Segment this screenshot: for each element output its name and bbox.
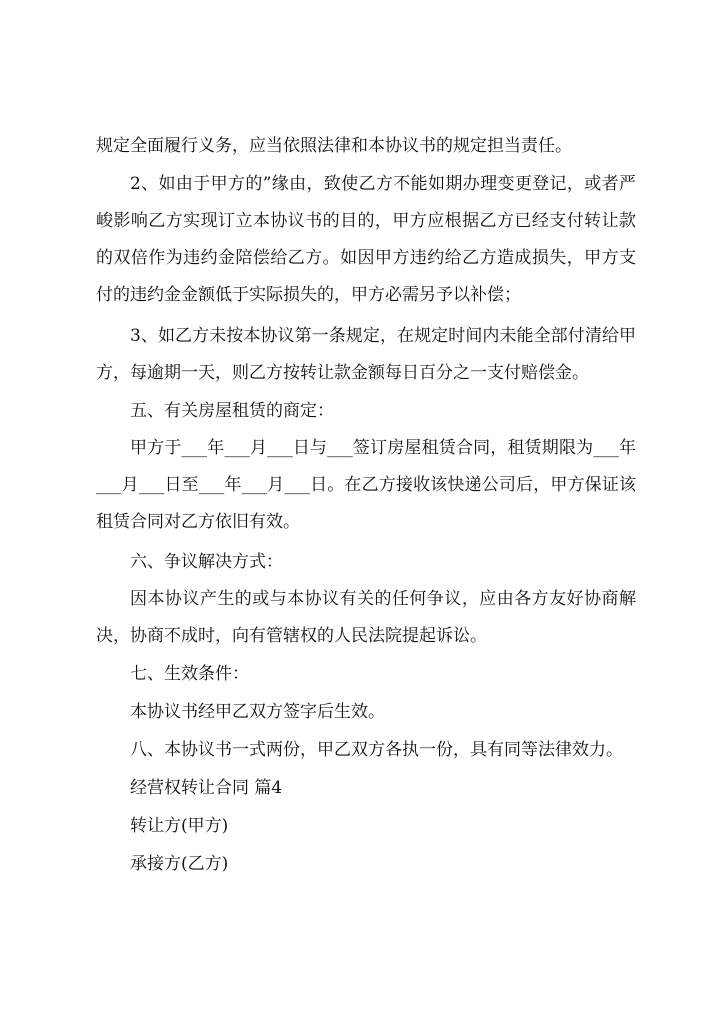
- paragraph-breach-party-b: 3、如乙方未按本协议第一条规定，在规定时间内未能全部付清给甲方，每逾期一天，则乙方按转让款金额每日百分之一支付赔偿金。: [96, 326, 636, 383]
- paragraph-continuation: 规定全面履行义务，应当依照法律和本协议书的规定担当责任。: [96, 136, 572, 156]
- paragraph-effect-condition: 本协议书经甲乙双方签字后生效。: [130, 702, 385, 722]
- contract-title: 经营权转让合同 篇4: [130, 778, 283, 798]
- paragraph-lease-terms: 甲方于___年___月___日与___签订房屋租赁合同，租赁期限为___年___月___日至___年___月___日。在乙方接收该快递公司后，甲方保证该租赁合同对乙方依旧有效。: [96, 438, 636, 532]
- section-heading-effect: 七、生效条件：: [130, 664, 249, 684]
- party-b-label: 承接方(乙方): [130, 854, 229, 874]
- party-a-label: 转让方(甲方): [130, 816, 229, 836]
- section-heading-dispute: 六、争议解决方式：: [130, 552, 283, 572]
- paragraph-breach-party-a: 2、如由于甲方的”缘由，致使乙方不能如期办理变更登记，或者严峻影响乙方实现订立本协议书的目的，甲方应根据乙方已经支付转让款的双倍作为违约金陪偿给乙方。如因甲方违约给乙方造成损失，甲方支付的违约金金额低于实际损失的，甲方必需另予以补偿；: [96, 174, 636, 305]
- section-heading-lease: 五、有关房屋租赁的商定：: [130, 401, 334, 421]
- section-heading-copies: 八、本协议书一式两份，甲乙双方各执一份，具有同等法律效力。: [130, 740, 623, 760]
- paragraph-dispute-resolution: 因本协议产生的或与本协议有关的任何争议，应由各方友好协商解决，协商不成时，向有管辖权的人民法院提起诉讼。: [96, 589, 636, 646]
